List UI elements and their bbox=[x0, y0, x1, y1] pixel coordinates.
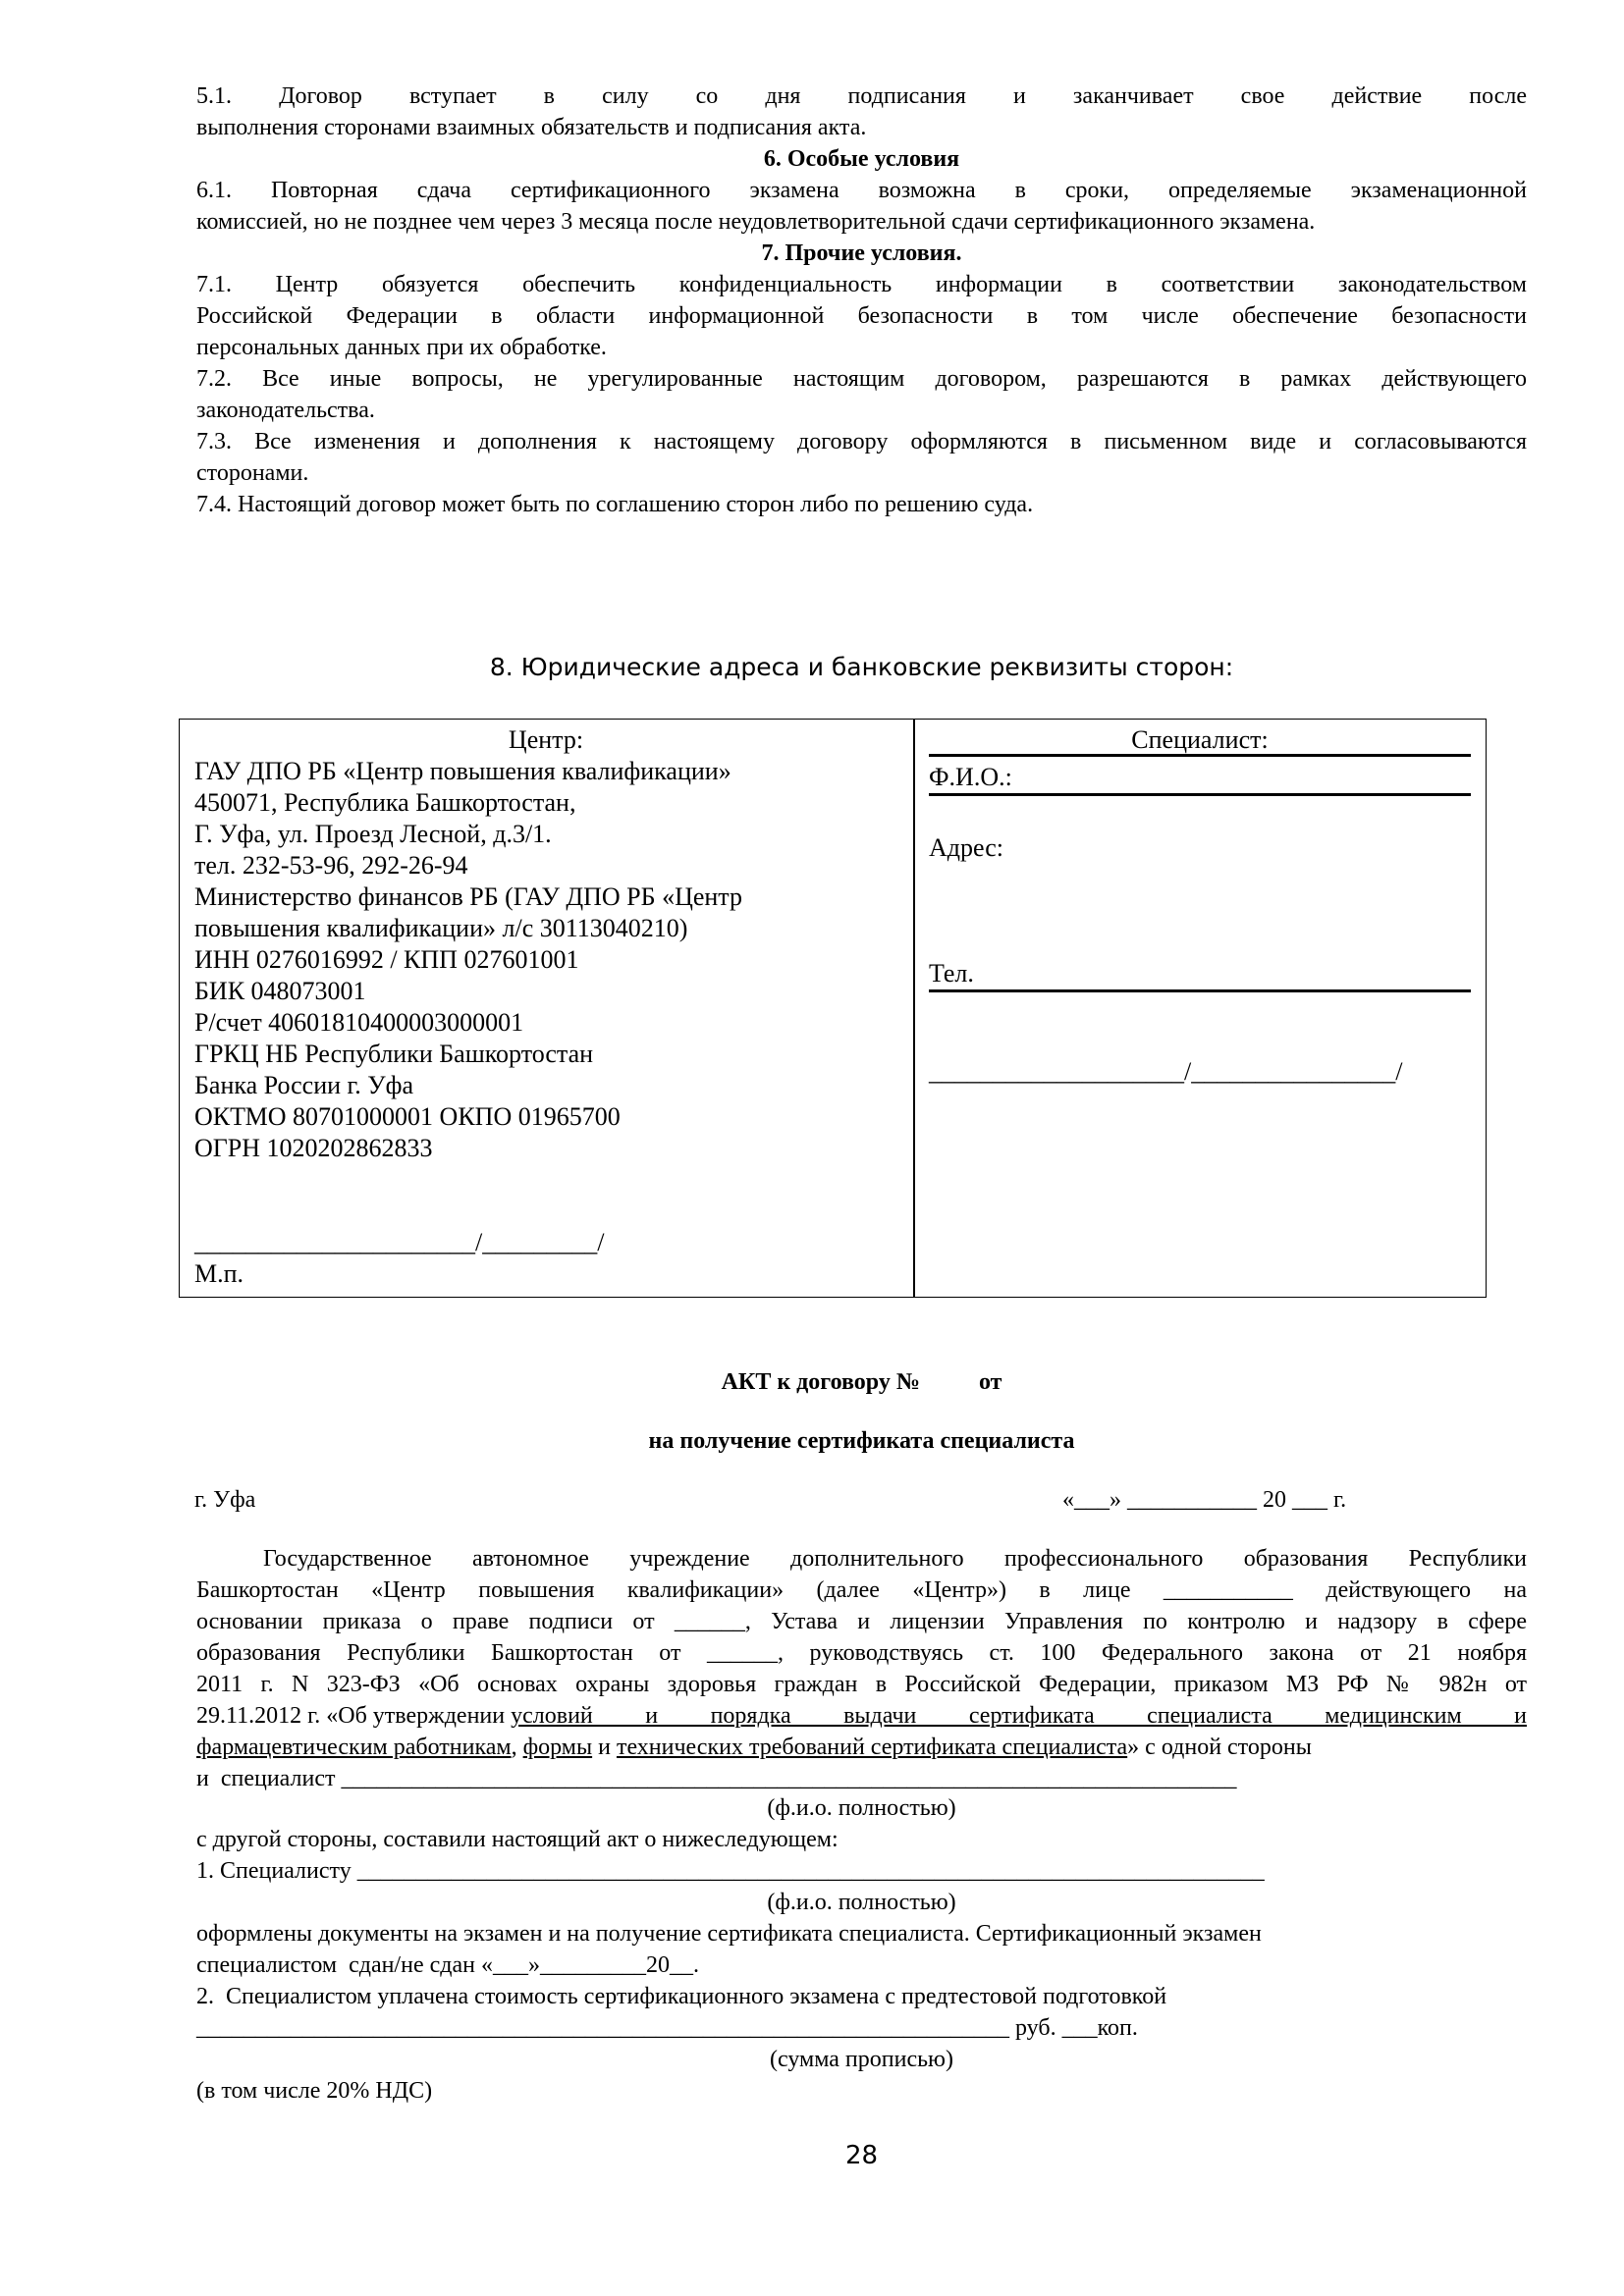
section-8-heading: 8. Юридические адреса и банковские реквизиты сторон: bbox=[489, 653, 1234, 681]
center-line: Министерство финансов РБ (ГАУ ДПО РБ «Центр bbox=[194, 882, 742, 911]
center-line: Банка России г. Уфа bbox=[194, 1071, 414, 1099]
center-line: ОКТМО 80701000001 ОКПО 01965700 bbox=[194, 1102, 621, 1131]
clause-6-1-line-2: комиссией, но не позднее чем через 3 месяца после неудовлетворительной сдачи сертификационного экзамена. bbox=[196, 209, 1316, 235]
specialist-rule bbox=[929, 754, 1471, 757]
act-text: , bbox=[511, 1735, 523, 1760]
center-title: Центр: bbox=[508, 725, 584, 754]
item-2-line: 2. Специалистом уплачена стоимость сертификационного экзамена с предтестовой подготовкой bbox=[196, 1984, 1167, 2009]
act-date: «___» ___________ 20 ___ г. bbox=[1062, 1487, 1347, 1513]
clause-7-4: 7.4. Настоящий договор может быть по соглашению сторон либо по решению суда. bbox=[196, 492, 1034, 517]
clause-7-1-line-3: персональных данных при их обработке. bbox=[196, 335, 607, 360]
order-link-conditions[interactable]: условий и порядка выдачи сертификата специалиста медицинским и bbox=[511, 1703, 1527, 1729]
center-line: ОГРН 1020202862833 bbox=[194, 1134, 433, 1162]
clause-7-2-line-1: 7.2. Все иные вопросы, не урегулированные настоящим договором, разрешаются в рамках действующего bbox=[196, 366, 1527, 392]
item-1-line: специалистом сдан/не сдан «___»_________20__. bbox=[196, 1952, 699, 1978]
specialist-signature-line: ____________________/________________/ bbox=[929, 1057, 1403, 1086]
clause-7-1-line-2: Российской Федерации в области информационной безопасности в том числе обеспечение безопасности bbox=[196, 303, 1527, 329]
act-paragraph-line: Государственное автономное учреждение дополнительного профессионального образования Республики bbox=[263, 1546, 1527, 1572]
specialist-fio-label: Ф.И.О.: bbox=[929, 763, 1012, 791]
item-1-line: оформлены документы на экзамен и на получение сертификата специалиста. Сертификационный экзамен bbox=[196, 1921, 1262, 1947]
act-paragraph-line: 2011 г. N 323-ФЗ «Об основах охраны здоровья граждан в Российской Федерации, приказом МЗ РФ № 982н от bbox=[196, 1672, 1527, 1697]
vat-note: (в том числе 20% НДС) bbox=[196, 2078, 433, 2104]
act-title: АКТ к договору № от bbox=[721, 1369, 1002, 1395]
act-paragraph-line: с другой стороны, составили настоящий акт о нижеследующем: bbox=[196, 1827, 839, 1852]
clause-5-1-line-2: выполнения сторонами взаимных обязательств и подписания акта. bbox=[196, 115, 867, 140]
clause-7-2-line-2: законодательства. bbox=[196, 398, 375, 423]
center-line: Р/счет 40601810400003000001 bbox=[194, 1008, 524, 1037]
act-text: 29.11.2012 г. «Об утверждении bbox=[196, 1703, 512, 1729]
specialist-fill-line: и специалист ____________________________________________________________________________ bbox=[196, 1766, 1237, 1791]
stamp-label: М.п. bbox=[194, 1259, 244, 1288]
act-paragraph-line bbox=[196, 1700, 1527, 1732]
section-7-heading: 7. Прочие условия. bbox=[761, 240, 962, 266]
specialist-rule bbox=[929, 793, 1471, 796]
fio-hint: (ф.и.о. полностью) bbox=[767, 1890, 956, 1915]
specialist-rule bbox=[929, 989, 1471, 992]
page-number: 28 bbox=[844, 2141, 879, 2170]
center-line: 450071, Республика Башкортостан, bbox=[194, 788, 576, 817]
center-line: тел. 232-53-96, 292-26-94 bbox=[194, 851, 468, 880]
clause-7-3-line-2: сторонами. bbox=[196, 460, 309, 486]
center-line: ИНН 0276016992 / КПП 027601001 bbox=[194, 945, 579, 974]
act-city: г. Уфа bbox=[194, 1487, 256, 1513]
clause-5-1-line-1: 5.1. Договор вступает в силу со дня подписания и заканчивает свое действие после bbox=[196, 83, 1527, 109]
order-link-requirements[interactable]: технических требований сертификата специалиста bbox=[616, 1735, 1128, 1760]
center-line: Г. Уфа, ул. Проезд Лесной, д.3/1. bbox=[194, 820, 552, 848]
center-line: БИК 048073001 bbox=[194, 977, 366, 1005]
act-text: и bbox=[592, 1735, 617, 1760]
act-paragraph-line: Башкортостан «Центр повышения квалификации» (далее «Центр») в лице ___________ действующего на bbox=[196, 1577, 1527, 1603]
act-subtitle: на получение сертификата специалиста bbox=[648, 1428, 1075, 1454]
order-link-workers[interactable]: фармацевтическим работникам bbox=[196, 1735, 512, 1760]
fio-hint: (ф.и.о. полностью) bbox=[767, 1795, 956, 1821]
center-signature-line: ______________________/_________/ bbox=[194, 1228, 605, 1256]
order-link-forms[interactable]: формы bbox=[522, 1735, 593, 1760]
table-divider bbox=[913, 719, 915, 1298]
center-line: ГРКЦ НБ Республики Башкортостан bbox=[194, 1040, 594, 1068]
specialist-phone-label: Тел. bbox=[929, 959, 974, 988]
section-6-heading: 6. Особые условия bbox=[763, 146, 960, 172]
act-paragraph-line: основании приказа о праве подписи от ______, Устава и лицензии Управления по контролю и надзору в сфере bbox=[196, 1609, 1527, 1634]
item-2-line: _____________________________________________________________________ руб. ___коп. bbox=[196, 2015, 1138, 2041]
clause-7-3-line-1: 7.3. Все изменения и дополнения к настоящему договору оформляются в письменном виде и согласовываются bbox=[196, 429, 1527, 454]
center-line: повышения квалификации» л/с 30113040210) bbox=[194, 914, 688, 942]
clause-7-1-line-1: 7.1. Центр обязуется обеспечить конфиденциальность информации в соответствии законодательством bbox=[196, 272, 1527, 297]
sum-hint: (сумма прописью) bbox=[770, 2047, 953, 2072]
act-paragraph-line bbox=[196, 1732, 1527, 1763]
clause-6-1-line-1: 6.1. Повторная сдача сертификационного экзамена возможна в сроки, определяемые экзаменационной bbox=[196, 178, 1527, 203]
act-text: » с одной стороны bbox=[1127, 1735, 1312, 1760]
specialist-address-label: Адрес: bbox=[929, 833, 1003, 862]
act-paragraph-line: образования Республики Башкортостан от ______, руководствуясь ст. 100 Федерального закона от 21 ноября bbox=[196, 1640, 1527, 1666]
center-line: ГАУ ДПО РБ «Центр повышения квалификации» bbox=[194, 757, 731, 785]
item-1-line: 1. Специалисту _____________________________________________________________________________ bbox=[196, 1858, 1265, 1884]
specialist-title: Специалист: bbox=[1131, 725, 1269, 754]
